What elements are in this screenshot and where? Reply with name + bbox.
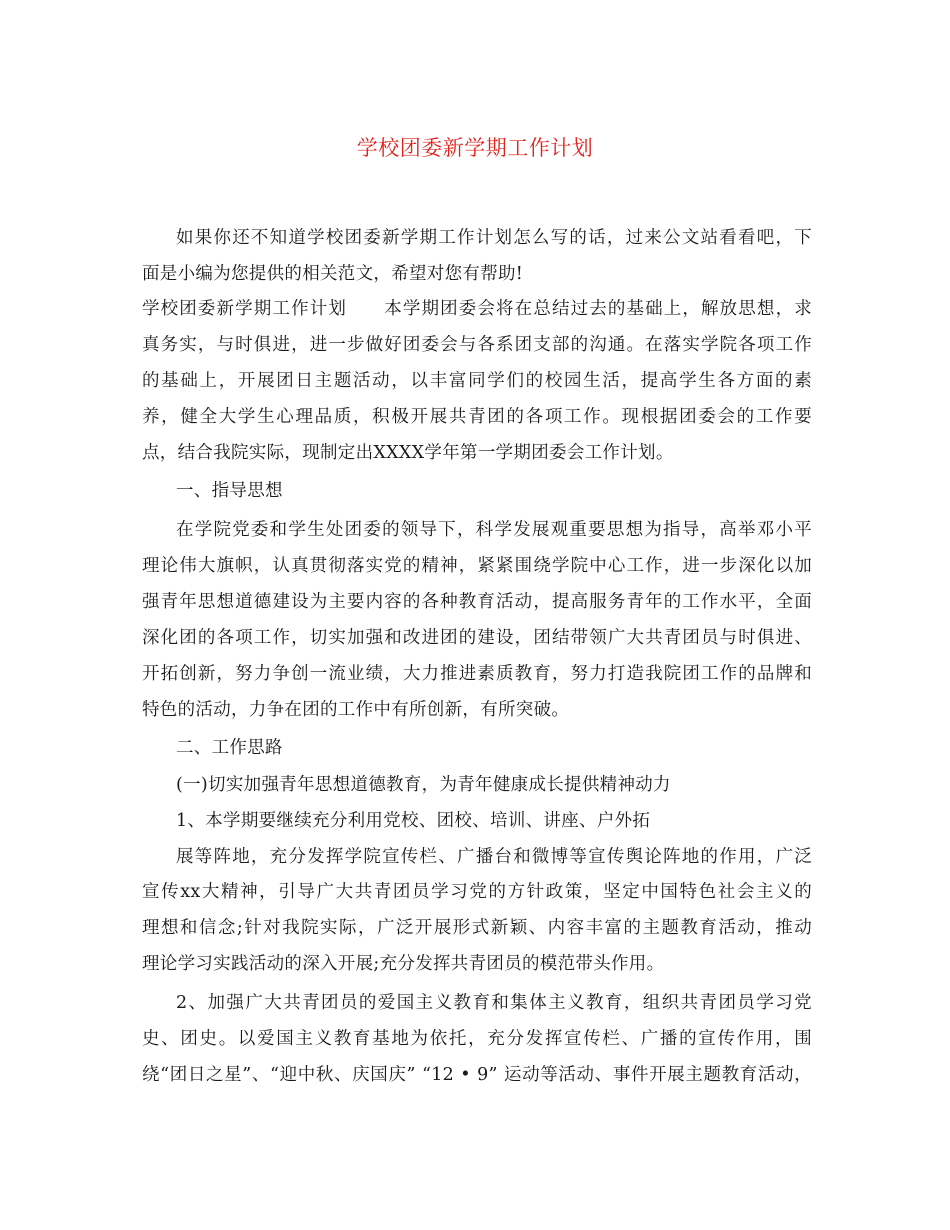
- paragraph-line: 强青年思想道德建设为主要内容的各种教育活动，提高服务青年的工作水平，全面: [142, 592, 812, 612]
- subsection-heading: (一)切实加强青年思想道德教育，为青年健康成长提供精神动力: [176, 775, 671, 795]
- paragraph-line: 展等阵地，充分发挥学院宣传栏、广播台和微博等宣传舆论阵地的作用，广泛: [176, 847, 812, 867]
- paragraph-line: 理论学习实践活动的深入开展;充分发挥共青团员的模范带头作用。: [142, 954, 665, 974]
- paragraph-line: 史、团史。以爱国主义教育基地为依托，充分发挥宣传栏、广播的宣传作用，围: [142, 1029, 812, 1049]
- paragraph-line: 2、加强广大共青团员的爱国主义教育和集体主义教育，组织共青团员学习党: [176, 993, 812, 1013]
- paragraph-line: 深化团的各项工作，切实加强和改进团的建设，团结带领广大共青团员与时俱进、: [142, 628, 812, 648]
- paragraph-line: 学校团委新学期工作计划 本学期团委会将在总结过去的基础上，解放思想，求: [142, 299, 812, 319]
- paragraph-line: 绕“团日之星”、“迎中秋、庆国庆” “12 • 9” 运动等活动、事件开展主题教育活动，: [142, 1065, 812, 1085]
- paragraph-line: 特色的活动，力争在团的工作中有所创新，有所突破。: [142, 700, 570, 720]
- document-title: 学校团委新学期工作计划: [356, 136, 594, 160]
- paragraph-line: 开拓创新，努力争创一流业绩，大力推进素质教育，努力打造我院团工作的品牌和: [142, 664, 812, 684]
- paragraph-line: 理论伟大旗帜，认真贯彻落实党的精神，紧紧围绕学院中心工作，进一步深化以加: [142, 556, 812, 576]
- paragraph-line: 点，结合我院实际，现制定出XXXX学年第一学期团委会工作计划。: [142, 443, 674, 463]
- paragraph-line: 在学院党委和学生处团委的领导下，科学发展观重要思想为指导，高举邓小平: [176, 520, 812, 540]
- paragraph-line: 养，健全大学生心理品质，积极开展共青团的各项工作。现根据团委会的工作要: [142, 407, 812, 427]
- paragraph-line: 1、本学期要继续充分利用党校、团校、培训、讲座、户外拓: [176, 811, 651, 831]
- paragraph-line: 的基础上，开展团日主题活动，以丰富同学们的校园生活，提高学生各方面的素: [142, 371, 812, 391]
- paragraph-line: 面是小编为您提供的相关范文，希望对您有帮助!: [142, 264, 524, 284]
- section-heading: 二、工作思路: [176, 738, 283, 758]
- paragraph-line: 真务实，与时俱进，进一步做好团委会与各系团支部的沟通。在落实学院各项工作: [142, 335, 812, 355]
- paragraph-line: 如果你还不知道学校团委新学期工作计划怎么写的话，过来公文站看看吧，下: [176, 228, 812, 248]
- section-heading: 一、指导思想: [176, 481, 283, 501]
- paragraph-line: 宣传xx大精神，引导广大共青团员学习党的方针政策，坚定中国特色社会主义的: [142, 882, 812, 902]
- paragraph-line: 理想和信念;针对我院实际，广泛开展形式新颖、内容丰富的主题教育活动，推动: [142, 918, 812, 938]
